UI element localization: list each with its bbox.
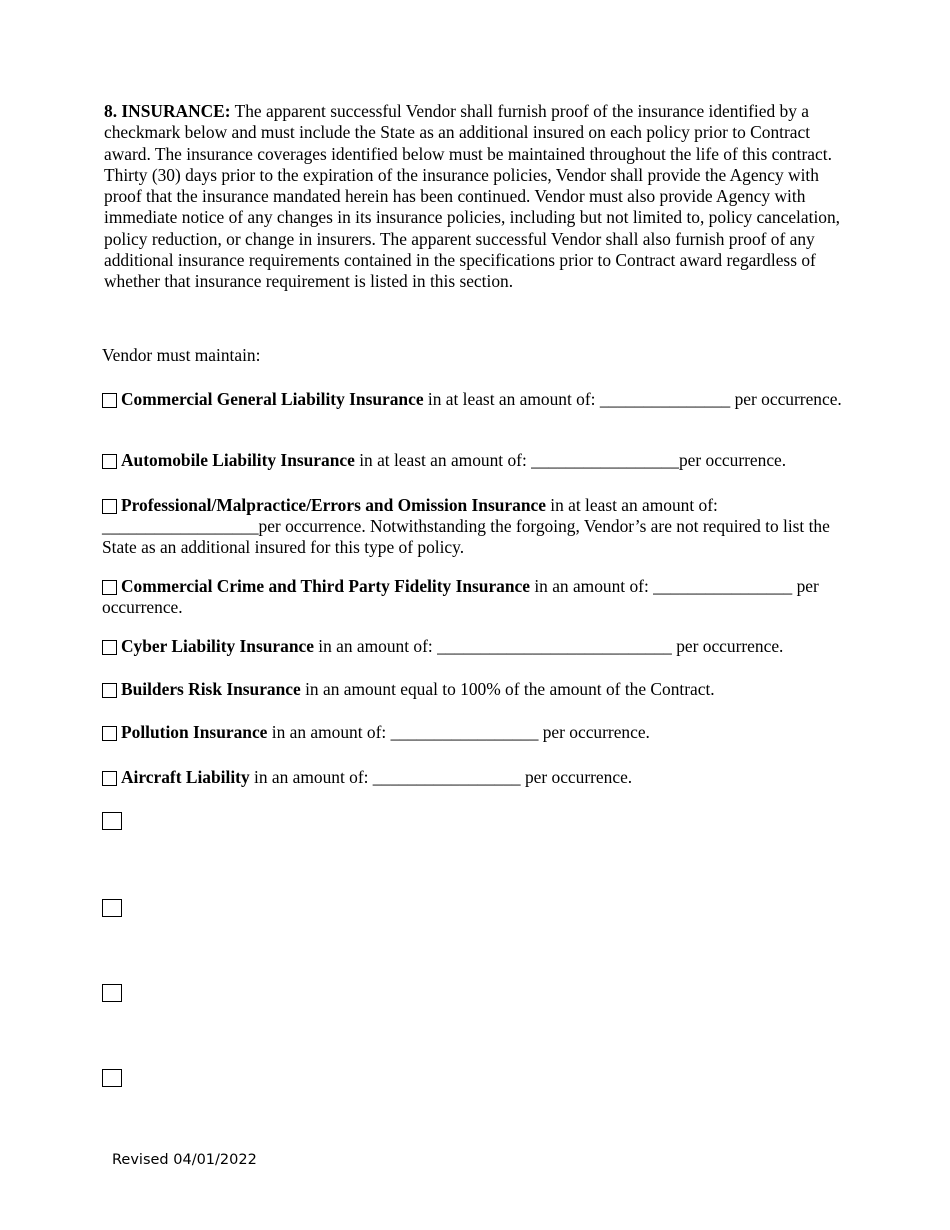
item-title: Commercial Crime and Third Party Fidelity Insurance bbox=[121, 576, 530, 596]
checkbox-commercial-general-liability[interactable] bbox=[102, 393, 117, 408]
item-title: Aircraft Liability bbox=[121, 767, 250, 787]
revised-date: Revised 04/01/2022 bbox=[112, 1152, 257, 1168]
item-builders-risk bbox=[102, 679, 847, 700]
vendor-must-maintain-label: Vendor must maintain: bbox=[102, 345, 261, 365]
item-text: in an amount equal to 100% of the amount of the Contract. bbox=[300, 679, 715, 699]
blank-checkbox-3[interactable] bbox=[102, 984, 122, 1002]
item-title: Automobile Liability Insurance bbox=[121, 450, 355, 470]
checkbox-cyber-liability[interactable] bbox=[102, 640, 117, 655]
item-title: Commercial General Liability Insurance bbox=[121, 389, 424, 409]
blank-checkbox-1[interactable] bbox=[102, 812, 122, 830]
item-text: in an amount of: ___________________________ per occurrence. bbox=[313, 636, 784, 656]
item-cyber-liability bbox=[102, 636, 847, 657]
item-title: Pollution Insurance bbox=[121, 722, 268, 742]
insurance-section-paragraph bbox=[104, 101, 844, 293]
checkbox-professional-malpractice[interactable] bbox=[102, 499, 117, 514]
section-heading: 8. INSURANCE: bbox=[104, 101, 231, 121]
item-title: Professional/Malpractice/Errors and Omission Insurance bbox=[121, 495, 546, 515]
checkbox-builders-risk[interactable] bbox=[102, 683, 117, 698]
blank-checkbox-2[interactable] bbox=[102, 899, 122, 917]
checkbox-automobile-liability[interactable] bbox=[102, 454, 117, 469]
checkbox-commercial-crime[interactable] bbox=[102, 580, 117, 595]
item-pollution bbox=[102, 722, 847, 743]
item-title: Builders Risk Insurance bbox=[121, 679, 301, 699]
item-text: in at least an amount of: _______________ per occurrence. bbox=[423, 389, 842, 409]
item-text: in at least an amount of: _________________per occurrence. bbox=[354, 450, 787, 470]
checkbox-pollution[interactable] bbox=[102, 726, 117, 741]
item-aircraft-liability bbox=[102, 767, 847, 788]
item-text: in an amount of: _________________ per occurrence. bbox=[249, 767, 633, 787]
item-automobile-liability bbox=[102, 450, 847, 471]
item-professional-malpractice bbox=[102, 495, 847, 558]
checkbox-aircraft-liability[interactable] bbox=[102, 771, 117, 786]
item-commercial-general-liability bbox=[102, 389, 847, 410]
section-body: The apparent successful Vendor shall furnish proof of the insurance identified by a checkmark below and must include the State as an additional insured on each policy prior to Contract award. The insurance coverages identified below must be maintained throughout the life of this contract. Thirty (30) days prior to the expiration of the insurance policies, Vendor shall provide the Agency with proof that the insurance mandated herein has been continued. Vendor must also provide Agency with immediate notice of any changes in its insurance policies, including but not limited to, policy cancelation, policy reduction, or change in insurers. The apparent successful Vendor shall also furnish proof of any additional insurance requirements contained in the specifications prior to Contract award regardless of whether that insurance requirement is listed in this section. bbox=[104, 101, 841, 292]
item-text: in an amount of: _________________ per occurrence. bbox=[267, 722, 650, 742]
item-text: in an amount of: ________________ per occurrence. bbox=[102, 576, 819, 617]
blank-checkbox-4[interactable] bbox=[102, 1069, 122, 1087]
item-title: Cyber Liability Insurance bbox=[121, 636, 314, 656]
item-commercial-crime bbox=[102, 576, 847, 618]
item-text: in at least an amount of: __________________per occurrence. Notwithstanding the forgoing, Vendor’s are not required to list the State as an additional insured for this type of policy. bbox=[102, 495, 830, 557]
